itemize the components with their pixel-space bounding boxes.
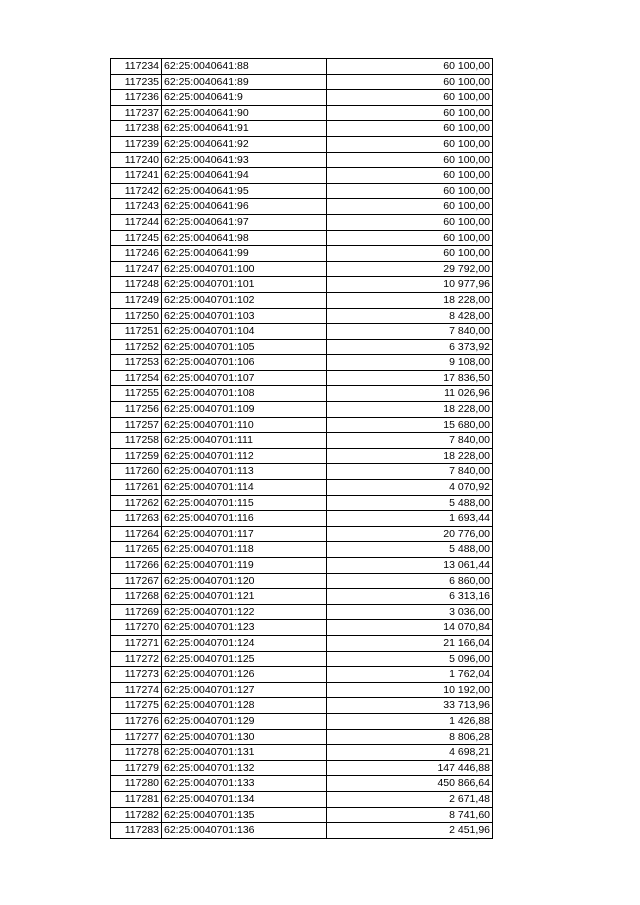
row-number-cell: 117264 [111,526,162,542]
table-row [111,105,493,121]
row-number-cell: 117274 [111,682,162,698]
cadastral-number-cell: 62:25:0040641:89 [162,74,327,90]
table-row [111,651,493,667]
table-row [111,807,493,823]
value-cell: 6 860,00 [327,573,493,589]
value-cell: 450 866,64 [327,776,493,792]
value-cell: 21 166,04 [327,635,493,651]
table-row [111,324,493,340]
value-cell: 2 671,48 [327,791,493,807]
value-cell: 18 228,00 [327,292,493,308]
value-cell: 11 026,96 [327,386,493,402]
table-row [111,589,493,605]
row-number-cell: 117256 [111,402,162,418]
cadastral-number-cell: 62:25:0040701:131 [162,745,327,761]
table-row [111,542,493,558]
row-number-cell: 117247 [111,261,162,277]
value-cell: 60 100,00 [327,152,493,168]
table-row [111,604,493,620]
row-number-cell: 117239 [111,136,162,152]
value-cell: 147 446,88 [327,760,493,776]
cadastral-number-cell: 62:25:0040641:91 [162,121,327,137]
table-row [111,355,493,371]
row-number-cell: 117246 [111,246,162,262]
table-row [111,386,493,402]
table-row [111,402,493,418]
row-number-cell: 117259 [111,448,162,464]
row-number-cell: 117281 [111,791,162,807]
cadastral-number-cell: 62:25:0040701:118 [162,542,327,558]
row-number-cell: 117242 [111,183,162,199]
table-row [111,480,493,496]
cadastral-number-cell: 62:25:0040641:99 [162,246,327,262]
cadastral-number-cell: 62:25:0040641:95 [162,183,327,199]
row-number-cell: 117245 [111,230,162,246]
cadastral-number-cell: 62:25:0040641:90 [162,105,327,121]
value-cell: 33 713,96 [327,698,493,714]
value-cell: 18 228,00 [327,448,493,464]
row-number-cell: 117243 [111,199,162,215]
row-number-cell: 117238 [111,121,162,137]
table-row [111,667,493,683]
cadastral-number-cell: 62:25:0040701:111 [162,433,327,449]
value-cell: 15 680,00 [327,417,493,433]
table-row [111,339,493,355]
row-number-cell: 117235 [111,74,162,90]
cadastral-number-cell: 62:25:0040701:136 [162,823,327,839]
row-number-cell: 117261 [111,480,162,496]
value-cell: 2 451,96 [327,823,493,839]
row-number-cell: 117248 [111,277,162,293]
cadastral-number-cell: 62:25:0040701:128 [162,698,327,714]
row-number-cell: 117270 [111,620,162,636]
cadastral-number-cell: 62:25:0040701:133 [162,776,327,792]
value-cell: 8 806,28 [327,729,493,745]
value-cell: 7 840,00 [327,464,493,480]
cadastral-number-cell: 62:25:0040641:88 [162,59,327,75]
row-number-cell: 117255 [111,386,162,402]
table-row [111,745,493,761]
table-row [111,90,493,106]
cadastral-number-cell: 62:25:0040701:113 [162,464,327,480]
table-row [111,230,493,246]
cadastral-number-cell: 62:25:0040641:93 [162,152,327,168]
value-cell: 7 840,00 [327,433,493,449]
row-number-cell: 117262 [111,495,162,511]
row-number-cell: 117254 [111,370,162,386]
cadastral-number-cell: 62:25:0040701:110 [162,417,327,433]
table-row [111,277,493,293]
cadastral-number-cell: 62:25:0040701:121 [162,589,327,605]
row-number-cell: 117257 [111,417,162,433]
row-number-cell: 117269 [111,604,162,620]
table-row [111,526,493,542]
value-cell: 14 070,84 [327,620,493,636]
table-row [111,121,493,137]
row-number-cell: 117252 [111,339,162,355]
row-number-cell: 117280 [111,776,162,792]
cadastral-number-cell: 62:25:0040701:105 [162,339,327,355]
cadastral-number-cell: 62:25:0040701:129 [162,713,327,729]
cadastral-number-cell: 62:25:0040701:120 [162,573,327,589]
table-row [111,168,493,184]
row-number-cell: 117268 [111,589,162,605]
table-row [111,682,493,698]
row-number-cell: 117276 [111,713,162,729]
table-row [111,59,493,75]
table-row [111,729,493,745]
value-cell: 8 741,60 [327,807,493,823]
table-row [111,261,493,277]
cadastral-number-cell: 62:25:0040701:107 [162,370,327,386]
table-row [111,823,493,839]
row-number-cell: 117253 [111,355,162,371]
row-number-cell: 117244 [111,214,162,230]
value-cell: 60 100,00 [327,246,493,262]
value-cell: 13 061,44 [327,558,493,574]
table-row [111,417,493,433]
cadastral-number-cell: 62:25:0040701:106 [162,355,327,371]
table-row [111,136,493,152]
value-cell: 5 488,00 [327,495,493,511]
cadastral-number-cell: 62:25:0040641:97 [162,214,327,230]
table-body [111,59,493,839]
cadastral-number-cell: 62:25:0040701:127 [162,682,327,698]
cadastral-number-cell: 62:25:0040701:125 [162,651,327,667]
value-cell: 8 428,00 [327,308,493,324]
table-row [111,152,493,168]
table-row [111,214,493,230]
table-row [111,433,493,449]
value-cell: 18 228,00 [327,402,493,418]
table-row [111,573,493,589]
value-cell: 1 762,04 [327,667,493,683]
value-cell: 17 836,50 [327,370,493,386]
row-number-cell: 117273 [111,667,162,683]
cadastral-number-cell: 62:25:0040641:94 [162,168,327,184]
cadastral-number-cell: 62:25:0040701:108 [162,386,327,402]
value-cell: 60 100,00 [327,74,493,90]
row-number-cell: 117236 [111,90,162,106]
value-cell: 4 698,21 [327,745,493,761]
table-row [111,74,493,90]
table-row [111,464,493,480]
cadastral-number-cell: 62:25:0040641:9 [162,90,327,106]
value-cell: 6 373,92 [327,339,493,355]
cadastral-number-cell: 62:25:0040641:92 [162,136,327,152]
value-cell: 6 313,16 [327,589,493,605]
cadastral-number-cell: 62:25:0040701:124 [162,635,327,651]
value-cell: 7 840,00 [327,324,493,340]
row-number-cell: 117258 [111,433,162,449]
value-cell: 60 100,00 [327,214,493,230]
value-cell: 60 100,00 [327,136,493,152]
cadastral-number-cell: 62:25:0040701:132 [162,760,327,776]
row-number-cell: 117249 [111,292,162,308]
value-cell: 10 192,00 [327,682,493,698]
cadastral-number-cell: 62:25:0040701:114 [162,480,327,496]
value-cell: 60 100,00 [327,105,493,121]
row-number-cell: 117260 [111,464,162,480]
table-row [111,370,493,386]
value-cell: 60 100,00 [327,59,493,75]
cadastral-number-cell: 62:25:0040701:101 [162,277,327,293]
value-cell: 20 776,00 [327,526,493,542]
row-number-cell: 117267 [111,573,162,589]
cadastral-number-cell: 62:25:0040701:102 [162,292,327,308]
value-cell: 60 100,00 [327,168,493,184]
row-number-cell: 117272 [111,651,162,667]
row-number-cell: 117277 [111,729,162,745]
cadastral-number-cell: 62:25:0040701:130 [162,729,327,745]
value-cell: 5 096,00 [327,651,493,667]
table-row [111,183,493,199]
cadastral-number-cell: 62:25:0040641:98 [162,230,327,246]
row-number-cell: 117250 [111,308,162,324]
table-row [111,308,493,324]
value-cell: 60 100,00 [327,183,493,199]
value-cell: 60 100,00 [327,230,493,246]
value-cell: 29 792,00 [327,261,493,277]
row-number-cell: 117283 [111,823,162,839]
row-number-cell: 117263 [111,511,162,527]
row-number-cell: 117278 [111,745,162,761]
cadastral-number-cell: 62:25:0040701:126 [162,667,327,683]
cadastral-number-cell: 62:25:0040701:100 [162,261,327,277]
row-number-cell: 117266 [111,558,162,574]
row-number-cell: 117275 [111,698,162,714]
table-row [111,776,493,792]
table-row [111,246,493,262]
cadastral-number-cell: 62:25:0040701:122 [162,604,327,620]
cadastral-number-cell: 62:25:0040641:96 [162,199,327,215]
table-row [111,620,493,636]
row-number-cell: 117240 [111,152,162,168]
table-row [111,713,493,729]
parcel-table [110,58,493,839]
row-number-cell: 117251 [111,324,162,340]
value-cell: 60 100,00 [327,121,493,137]
cadastral-number-cell: 62:25:0040701:115 [162,495,327,511]
row-number-cell: 117265 [111,542,162,558]
cadastral-number-cell: 62:25:0040701:109 [162,402,327,418]
table-row [111,760,493,776]
value-cell: 10 977,96 [327,277,493,293]
row-number-cell: 117234 [111,59,162,75]
table-row [111,448,493,464]
value-cell: 1 693,44 [327,511,493,527]
cadastral-number-cell: 62:25:0040701:135 [162,807,327,823]
row-number-cell: 117271 [111,635,162,651]
row-number-cell: 117241 [111,168,162,184]
table-row [111,635,493,651]
cadastral-number-cell: 62:25:0040701:117 [162,526,327,542]
table-row [111,292,493,308]
cadastral-number-cell: 62:25:0040701:123 [162,620,327,636]
table-row [111,495,493,511]
row-number-cell: 117279 [111,760,162,776]
value-cell: 5 488,00 [327,542,493,558]
cadastral-number-cell: 62:25:0040701:116 [162,511,327,527]
cadastral-number-cell: 62:25:0040701:134 [162,791,327,807]
table-row [111,791,493,807]
value-cell: 1 426,88 [327,713,493,729]
table-row [111,698,493,714]
row-number-cell: 117237 [111,105,162,121]
table-row [111,199,493,215]
cadastral-number-cell: 62:25:0040701:103 [162,308,327,324]
cadastral-number-cell: 62:25:0040701:119 [162,558,327,574]
table-row [111,558,493,574]
value-cell: 60 100,00 [327,199,493,215]
value-cell: 60 100,00 [327,90,493,106]
table-row [111,511,493,527]
value-cell: 9 108,00 [327,355,493,371]
row-number-cell: 117282 [111,807,162,823]
value-cell: 3 036,00 [327,604,493,620]
cadastral-number-cell: 62:25:0040701:112 [162,448,327,464]
value-cell: 4 070,92 [327,480,493,496]
cadastral-number-cell: 62:25:0040701:104 [162,324,327,340]
